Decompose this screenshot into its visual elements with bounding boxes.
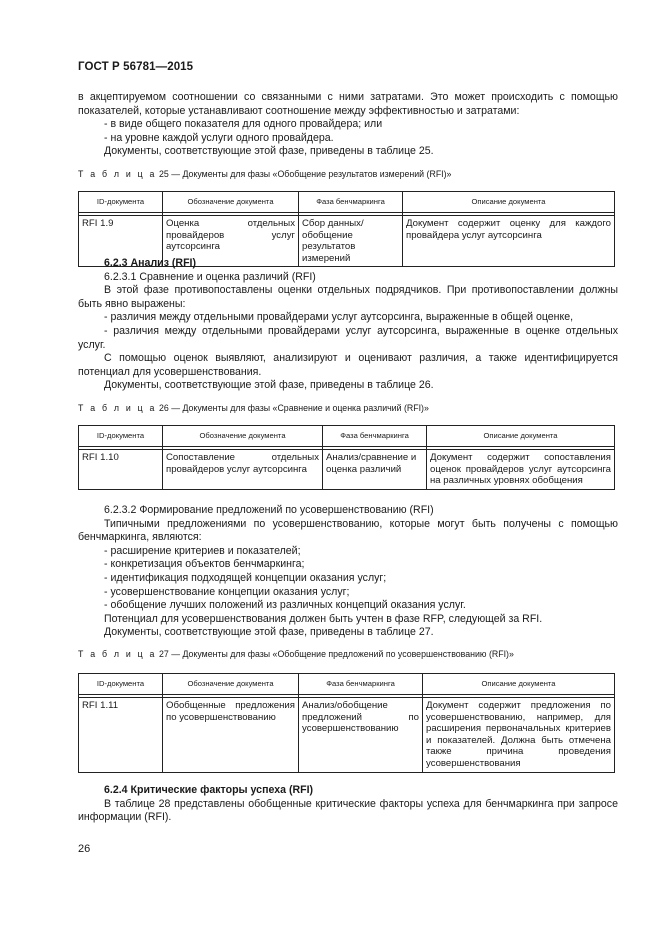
list-item: - конкретизация объектов бенчмаркинга; (104, 558, 305, 571)
table-header-row (79, 674, 615, 695)
paragraph: Потенциал для усовершенствования должен быть учтен в фазе RFP, следующей за RFI. (104, 612, 543, 625)
cell-phase: Анализ/обобщение предложений по усовершенствованию (299, 698, 423, 773)
page-number: 26 (78, 843, 91, 855)
list-item: - усовершенствование концепции оказания услуг; (104, 585, 350, 598)
cell-id: RFI 1.9 (79, 216, 163, 267)
document-header: ГОСТ Р 56781—2015 (78, 61, 194, 73)
table-header-row (79, 192, 615, 213)
paragraph: С помощью оценок выявляют, анализируют и оценивают различия, а также идентифицируется потенциал для усовершенствования. (78, 352, 618, 378)
paragraph: В этой фазе противопоставлены оценки отдельных подрядчиков. При противопоставлении должны быть явно выражены: (78, 284, 618, 310)
column-header: ID-документа (79, 192, 163, 213)
paragraph: в акцептируемом соотношении со связанными с ними затратами. Это может происходить с помощью показателей, которые устанавливают соотношение между эффективностью и затратами: (78, 91, 618, 117)
section-heading: 6.2.3 Анализ (RFI) (104, 257, 197, 269)
cell-id: RFI 1.11 (79, 698, 163, 773)
list-item: - различия между отдельными провайдерами услуг аутсорсинга, выраженные в оценке отдельных услуг. (78, 324, 618, 351)
table-27-caption (78, 648, 618, 660)
caption-text: 25 — Документы для фазы «Обобщение результатов измерений (RFI)» (156, 169, 452, 179)
subsection-title: 6.2.3.1 Сравнение и оценка различий (RFI) (104, 270, 316, 283)
column-header: Фаза бенчмаркинга (323, 426, 427, 447)
table-row (79, 698, 615, 773)
column-header: Фаза бенчмаркинга (299, 192, 403, 213)
cell-description: Документ содержит предложения по усовершенствованию, например, для расширения первоначальных критериев и показателей. Должна быть отмечена также причина проведения усовершенствования (423, 698, 615, 773)
table-25-caption (78, 168, 618, 180)
column-header: Обозначение документа (163, 192, 299, 213)
list-item: - расширение критериев и показателей; (104, 544, 301, 557)
cell-name: Обобщенные предложения по усовершенствованию (163, 698, 299, 773)
list-item: - на уровне каждой услуги одного провайдера. (104, 131, 334, 144)
subsection-title: 6.2.3.2 Формирование предложений по усовершенствованию (RFI) (104, 504, 434, 516)
list-item: - в виде общего показателя для одного провайдера; или (104, 118, 383, 131)
paragraph: Документы, соответствующие этой фазе, приведены в таблице 25. (104, 145, 434, 158)
table-26 (78, 425, 615, 490)
caption-text: 27 — Документы для фазы «Обобщение предложений по усовершенствованию (RFI)» (156, 649, 514, 659)
section-6-2-3 (78, 257, 618, 393)
column-header: Описание документа (423, 674, 615, 695)
table-header-row (79, 426, 615, 447)
cell-phase: Анализ/сравнение и оценка различий (323, 450, 427, 490)
caption-prefix: Т а б л и ц а (78, 649, 157, 659)
cell-id: RFI 1.10 (79, 450, 163, 490)
column-header: Фаза бенчмаркинга (299, 674, 423, 695)
section-6-2-3-2 (78, 504, 618, 640)
intro-section (78, 91, 618, 159)
table-27 (78, 673, 615, 773)
paragraph: Документы, соответствующие этой фазе, приведены в таблице 27. (104, 626, 434, 639)
section-6-2-4 (78, 784, 618, 825)
cell-name: Сопоставление отдельных провайдеров услуг аутсорсинга (163, 450, 323, 490)
column-header: Обозначение документа (163, 674, 299, 695)
column-header: ID-документа (79, 674, 163, 695)
cell-description: Документ содержит сопоставления оценок провайдеров услуг аутсорсинга на различных уровнях обобщения (427, 450, 615, 490)
column-header: ID-документа (79, 426, 163, 447)
caption-prefix: Т а б л и ц а (78, 403, 157, 413)
column-header: Обозначение документа (163, 426, 323, 447)
section-heading: 6.2.4 Критические факторы успеха (RFI) (104, 784, 314, 796)
column-header: Описание документа (403, 192, 615, 213)
list-item: - обобщение лучших положений из различных концепций оказания услуг. (104, 599, 466, 612)
paragraph: Документы, соответствующие этой фазе, приведены в таблице 26. (104, 379, 434, 392)
paragraph: Типичными предложениями по усовершенствованию, которые могут быть получены с помощью бенчмаркинга, являются: (78, 517, 618, 544)
paragraph: В таблице 28 представлены обобщенные критические факторы успеха для бенчмаркинга при запросе информации (RFI). (78, 797, 618, 824)
cell-description: Документ содержит оценку для каждого провайдера услуг аутсорсинга (403, 216, 615, 267)
column-header: Описание документа (427, 426, 615, 447)
table-25 (78, 191, 615, 267)
caption-text: 26 — Документы для фазы «Сравнение и оценка различий (RFI)» (156, 403, 429, 413)
cell-phase: Сбор данных/обобщение результатов измерений (299, 216, 403, 267)
table-26-caption (78, 402, 618, 414)
table-row (79, 450, 615, 490)
caption-prefix: Т а б л и ц а (78, 169, 157, 179)
cell-name: Оценка отдельных провайдеров услуг аутсорсинга (163, 216, 299, 267)
list-item: - различия между отдельными провайдерами услуг аутсорсинга, выраженные в общей оценке, (104, 311, 574, 324)
list-item: - идентификация подходящей концепции оказания услуг; (104, 571, 387, 584)
